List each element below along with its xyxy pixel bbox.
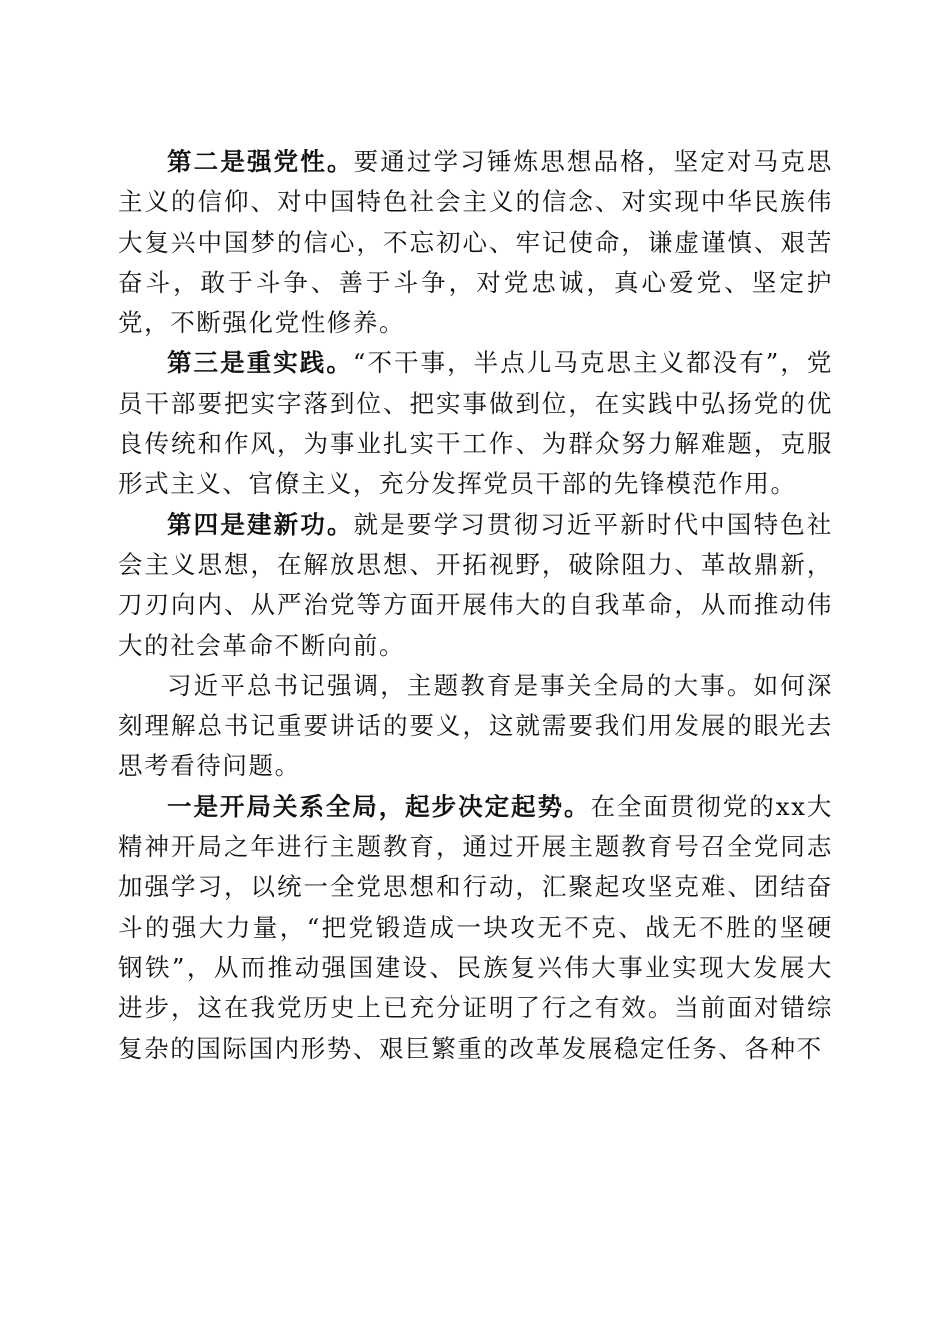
paragraph-lead: 第三是重实践。 (167, 348, 353, 378)
paragraph-emphasize-practice (118, 343, 833, 504)
paragraph-body: 习近平总书记强调，主题教育是事关全局的大事。如何深刻理解总书记重要讲话的要义，这就需要我们用发展的眼光去思考看待问题。 (118, 670, 833, 781)
document-page (118, 142, 833, 1069)
paragraph-lead: 一是开局关系全局，起步决定起势。 (167, 791, 591, 821)
paragraph-body: 就是要学习贯彻习近平新时代中国特色社会主义思想，在解放思想、开拓视野，破除阻力、革故鼎新，刀刃向内、从严治党等方面开展伟大的自我革命，从而推动伟大的社会革命不断向前。 (118, 509, 833, 660)
paragraph-body: “不干事，半点儿马克思主义都没有”，党员干部要把实字落到位、把实事做到位，在实践中弘扬党的优良传统和作风，为事业扎实干工作、为群众努力解难题，克服形式主义、官僚主义，充分发挥党员干部的先锋模范作用。 (118, 348, 834, 499)
paragraph-opening-affects-overall (118, 787, 833, 1069)
paragraph-strengthen-party-spirit (118, 142, 833, 343)
paragraph-new-achievements (118, 505, 833, 666)
paragraph-general-secretary-emphasis (118, 666, 833, 787)
paragraph-lead: 第四是建新功。 (167, 509, 354, 539)
paragraph-body: 要通过学习锤炼思想品格，坚定对马克思主义的信仰、对中国特色社会主义的信念、对实现中华民族伟大复兴中国梦的信心，不忘初心、牢记使命，谦虚谨慎、艰苦奋斗，敢于斗争、善于斗争，对党忠诚，真心爱党、坚定护党，不断强化党性修养。 (118, 147, 833, 338)
paragraph-lead: 第二是强党性。 (167, 147, 354, 176)
paragraph-body: 在全面贯彻党的xx大精神开局之年进行主题教育，通过开展主题教育号召全党同志加强学习，以统一全党思想和行动，汇聚起攻坚克难、团结奋斗的强大力量，“把党锻造成一块攻无不克、战无不胜的坚硬钢铁”，从而推动强国建设、民族复兴伟大事业实现大发展大进步，这在我党历史上已充分证明了行之有效。当前面对错综复杂的国际国内形势、艰巨繁重的改革发展稳定任务、各种不 (118, 791, 833, 1063)
